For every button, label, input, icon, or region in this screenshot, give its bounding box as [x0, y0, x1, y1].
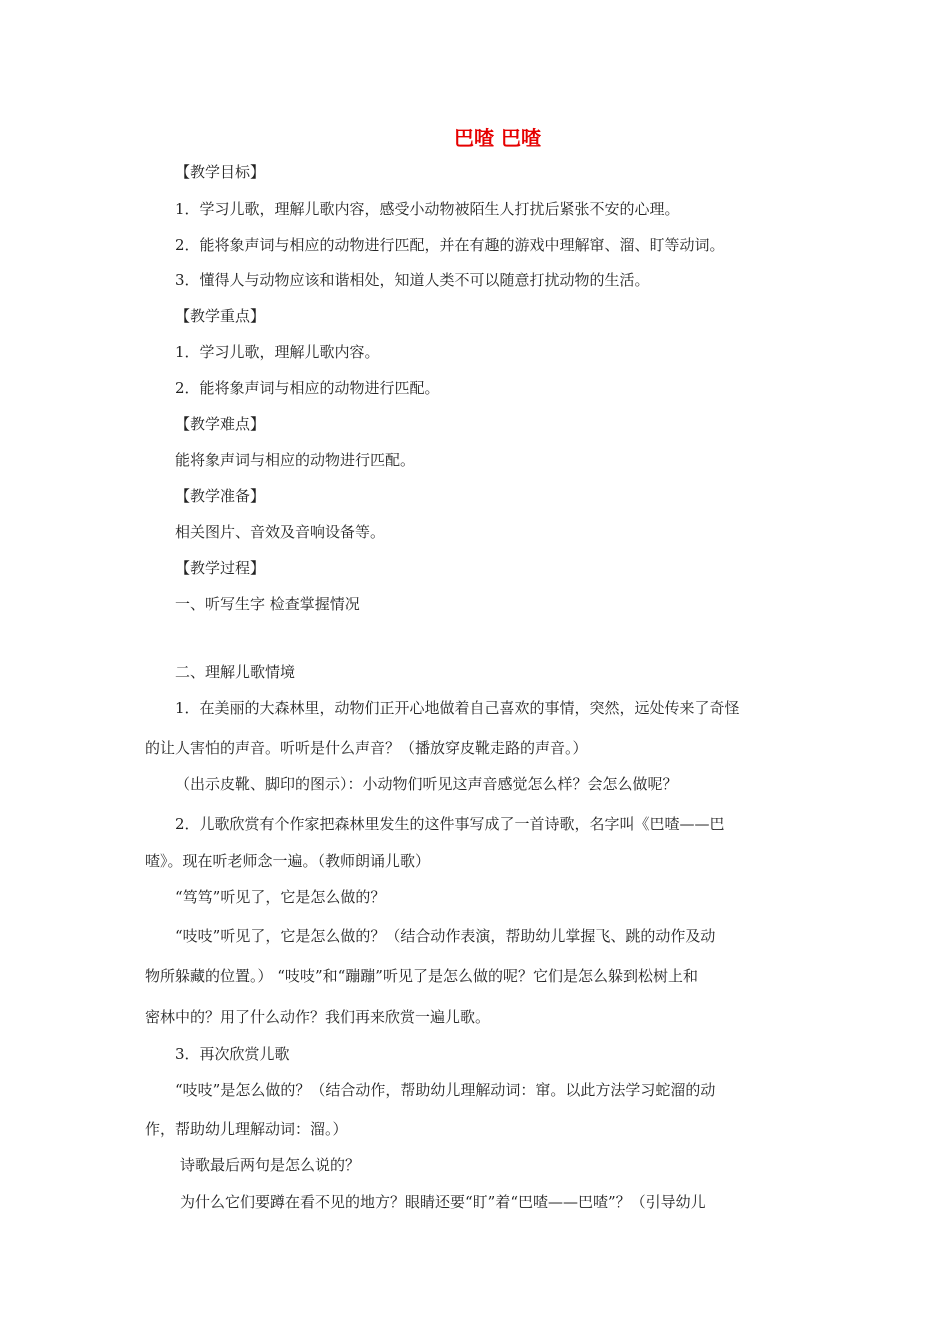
section-heading-difficulties: 【教学难点】 [175, 415, 266, 433]
key-point-item-1: 1．学习儿歌，理解儿歌内容。 [175, 343, 380, 361]
paragraph-line: 的让人害怕的声音。听听是什么声音？（播放穿皮靴走路的声音。） [145, 739, 588, 757]
difficulty-text: 能将象声词与相应的动物进行匹配。 [175, 451, 416, 469]
paragraph-line: “吱吱”是怎么做的？（结合动作，帮助幼儿理解动词：窜。以此方法学习蛇溜的动 [175, 1081, 716, 1099]
paragraph-line: 诗歌最后两句是怎么说的？ [180, 1156, 361, 1174]
paragraph-line: 为什么它们要蹲在看不见的地方？眼睛还要“盯”着“巴喳——巴喳”？（引导幼儿 [180, 1193, 706, 1211]
objective-item-2: 2．能将象声词与相应的动物进行匹配，并在有趣的游戏中理解窜、溜、盯等动词。 [175, 236, 725, 254]
paragraph-line: 密林中的？用了什么动作？我们再来欣赏一遍儿歌。 [145, 1008, 491, 1026]
paragraph-line: 2．儿歌欣赏有个作家把森林里发生的这件事写成了一首诗歌，名字叫《巴喳——巴 [175, 815, 725, 833]
paragraph-line: （出示皮靴、脚印的图示）：小动物们听见这声音感觉怎么样？会怎么做呢？ [175, 775, 678, 793]
document-title: 巴喳 巴喳 [454, 126, 541, 150]
paragraph-line: 物所躲藏的位置。） “吱吱”和“蹦蹦”听见了是怎么做的呢？它们是怎么躲到松树上和 [145, 967, 698, 985]
process-step-2: 二、理解儿歌情境 [175, 663, 296, 681]
paragraph-line: 1．在美丽的大森林里，动物们正开心地做着自己喜欢的事情，突然，远处传来了奇怪 [175, 699, 740, 717]
paragraph-line: 3．再次欣赏儿歌 [175, 1045, 290, 1063]
paragraph-line: “笃笃”听见了，它是怎么做的？ [175, 888, 386, 906]
key-point-item-2: 2．能将象声词与相应的动物进行匹配。 [175, 379, 440, 397]
paragraph-line: 作，帮助幼儿理解动词：溜。） [145, 1120, 348, 1138]
preparation-text: 相关图片、音效及音响设备等。 [175, 523, 386, 541]
section-heading-key-points: 【教学重点】 [175, 307, 266, 325]
section-heading-objectives: 【教学目标】 [175, 163, 266, 181]
paragraph-line: 喳》。现在听老师念一遍。（教师朗诵儿歌） [145, 852, 431, 870]
process-step-1: 一、听写生字 检查掌握情况 [175, 595, 360, 613]
paragraph-line: “吱吱”听见了，它是怎么做的？（结合动作表演，帮助幼儿掌握飞、跳的动作及动 [175, 927, 716, 945]
objective-item-3: 3．懂得人与动物应该和谐相处，知道人类不可以随意打扰动物的生活。 [175, 271, 650, 289]
objective-item-1: 1．学习儿歌，理解儿歌内容，感受小动物被陌生人打扰后紧张不安的心理。 [175, 200, 680, 218]
section-heading-preparation: 【教学准备】 [175, 487, 266, 505]
section-heading-process: 【教学过程】 [175, 559, 266, 577]
